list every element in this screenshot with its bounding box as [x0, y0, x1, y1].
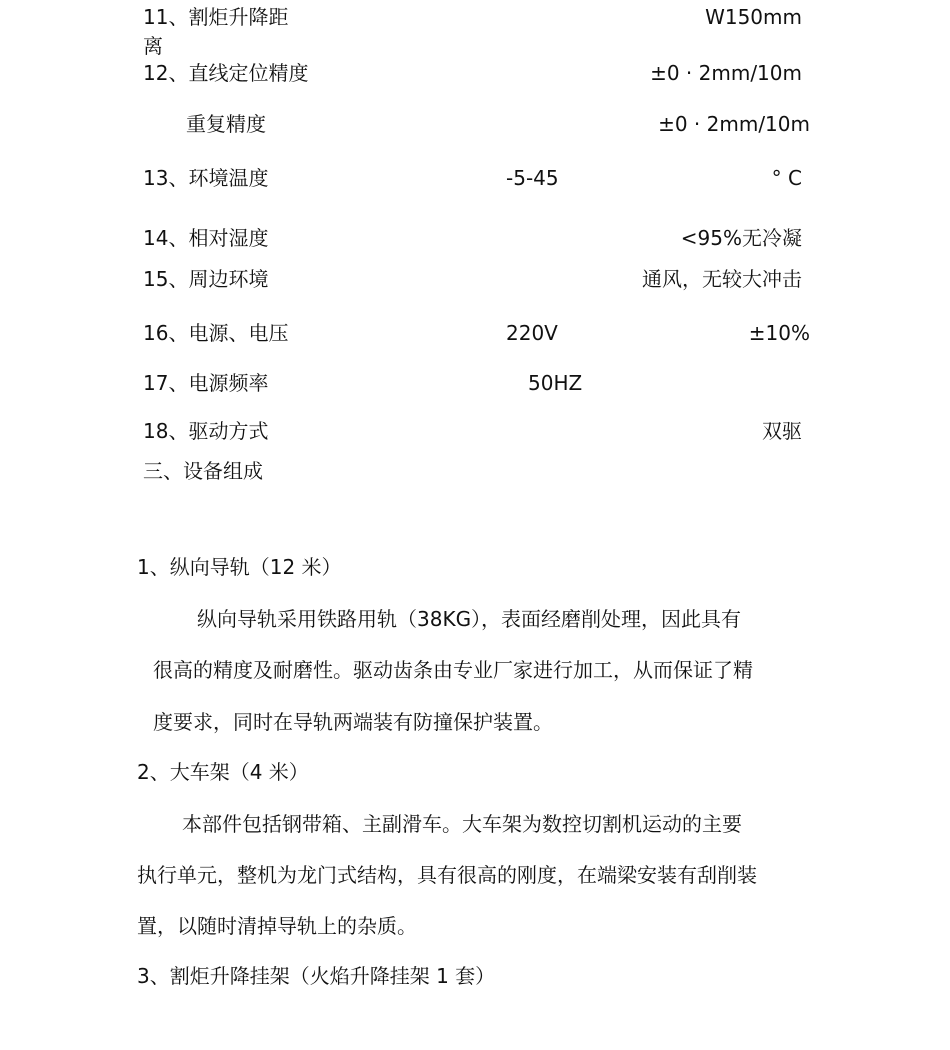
spec-11-label: 11、割炬升降距 [143, 5, 289, 29]
spec-14-value: <95%无冷凝 [680, 226, 802, 250]
item-1-line-3: 度要求，同时在导轨两端装有防撞保护装置。 [153, 710, 553, 734]
spec-16-value: 220V [506, 321, 558, 345]
spec-18-value: 双驱 [762, 419, 802, 443]
item-1-title: 1、纵向导轨（12 米） [137, 555, 342, 579]
item-1-line-2: 很高的精度及耐磨性。驱动齿条由专业厂家进行加工，从而保证了精 [153, 658, 753, 682]
spec-17-value: 50HZ [528, 371, 583, 395]
spec-18-label: 18、驱动方式 [143, 419, 269, 443]
spec-17-label: 17、电源频率 [143, 371, 269, 395]
spec-13-unit: ° C [771, 166, 802, 190]
item-3-title: 3、割炬升降挂架（火焰升降挂架 1 套） [137, 964, 496, 988]
spec-11-label-cont: 离 [143, 34, 163, 58]
spec-12b-value: ±0 · 2mm/10m [658, 112, 810, 136]
spec-13-label: 13、环境温度 [143, 166, 269, 190]
item-1-line-1: 纵向导轨采用铁路用轨（38KG），表面经磨削处理，因此具有 [197, 607, 742, 631]
spec-13-value: -5-45 [506, 166, 559, 190]
spec-16-label: 16、电源、电压 [143, 321, 289, 345]
spec-12-value: ±0 · 2mm/10m [650, 61, 802, 85]
spec-12-label: 12、直线定位精度 [143, 61, 309, 85]
spec-15-label: 15、周边环境 [143, 267, 269, 291]
spec-16-tolerance: ±10% [748, 321, 810, 345]
spec-14-label: 14、相对湿度 [143, 226, 269, 250]
item-2-line-2: 执行单元，整机为龙门式结构，具有很高的刚度，在端梁安装有刮削装 [137, 863, 757, 887]
spec-12b-label: 重复精度 [186, 112, 266, 136]
item-2-title: 2、大车架（4 米） [137, 760, 309, 784]
item-2-line-3: 置，以随时清掉导轨上的杂质。 [137, 914, 417, 938]
section-heading: 三、设备组成 [143, 459, 263, 483]
item-2-line-1: 本部件包括钢带箱、主副滑车。大车架为数控切割机运动的主要 [182, 812, 742, 836]
spec-11-value: W150mm [705, 5, 802, 29]
spec-15-value: 通风，无较大冲击 [642, 267, 802, 291]
